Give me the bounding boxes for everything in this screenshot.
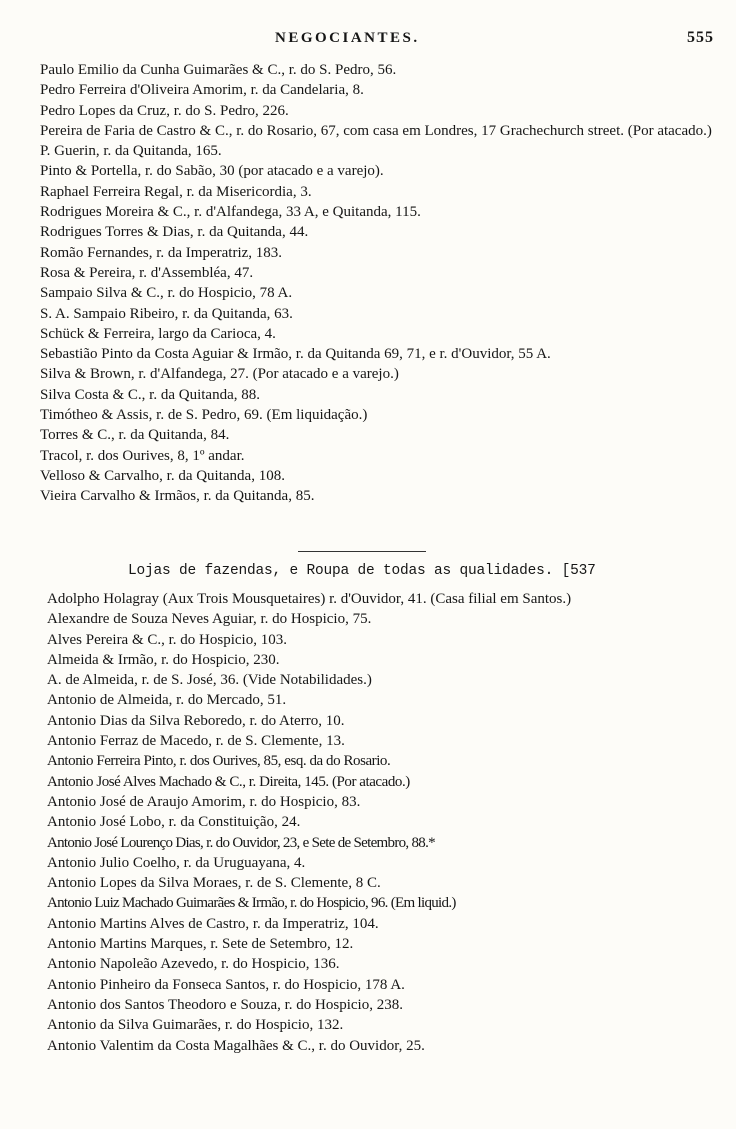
list-item: Antonio Martins Marques, r. Sete de Setembro, 12. <box>47 936 354 953</box>
list-item: Antonio Luiz Machado Guimarães & Irmão, r. do Hospicio, 96. (Em liquid.) <box>47 895 456 912</box>
list-item: Antonio José Lobo, r. da Constituição, 24. <box>47 814 301 831</box>
list-item: Timótheo & Assis, r. de S. Pedro, 69. (Em liquidação.) <box>40 407 368 424</box>
list-item: Antonio de Almeida, r. do Mercado, 51. <box>47 692 287 709</box>
list-item: Antonio Ferreira Pinto, r. dos Ourives, 85, esq. da do Rosario. <box>47 753 391 770</box>
list-item: Tracol, r. dos Ourives, 8, 1º andar. <box>40 447 245 464</box>
list-item: Rodrigues Torres & Dias, r. da Quitanda, 44. <box>40 224 309 241</box>
list-item: Antonio da Silva Guimarães, r. do Hospicio, 132. <box>47 1017 344 1034</box>
list-item: Sebastião Pinto da Costa Aguiar & Irmão, r. da Quitanda 69, 71, e r. d'Ouvidor, 55 A. <box>40 346 551 363</box>
list-item: Pedro Lopes da Cruz, r. do S. Pedro, 226. <box>40 102 289 119</box>
list-item: Antonio Valentim da Costa Magalhães & C., r. do Ouvidor, 25. <box>47 1037 425 1054</box>
list-item: Schück & Ferreira, largo da Carioca, 4. <box>40 325 276 342</box>
list-item: Rodrigues Moreira & C., r. d'Alfandega, 33 A, e Quitanda, 115. <box>40 204 421 221</box>
list-item: Alves Pereira & C., r. do Hospicio, 103. <box>47 631 287 648</box>
merchant-list <box>40 60 712 507</box>
list-item: Antonio Napoleão Azevedo, r. do Hospicio, 136. <box>47 956 340 973</box>
list-item: Antonio Lopes da Silva Moraes, r. de S. Clemente, 8 C. <box>47 875 381 892</box>
list-item: Velloso & Carvalho, r. da Quitanda, 108. <box>40 467 285 484</box>
list-item: P. Guerin, r. da Quitanda, 165. <box>40 143 222 160</box>
list-item: Alexandre de Souza Neves Aguiar, r. do Hospicio, 75. <box>47 611 372 628</box>
list-item: Antonio Ferraz de Macedo, r. de S. Clemente, 13. <box>47 733 345 750</box>
list-item: Pereira de Faria de Castro & C., r. do Rosario, 67, com casa em Londres, 17 Grachechurch street. (Por atacado.) <box>40 122 712 139</box>
list-item: Silva Costa & C., r. da Quitanda, 88. <box>40 386 260 403</box>
list-item: Antonio Martins Alves de Castro, r. da Imperatriz, 104. <box>47 915 379 932</box>
list-item: Antonio José Alves Machado & C., r. Direita, 145. (Por atacado.) <box>47 773 410 790</box>
list-item: Rosa & Pereira, r. d'Assembléa, 47. <box>40 264 254 281</box>
list-item: Antonio José Lourenço Dias, r. do Ouvidor, 23, e Sete de Setembro, 88.* <box>47 834 435 851</box>
list-item: Torres & C., r. da Quitanda, 84. <box>40 427 230 444</box>
section-divider <box>298 551 426 552</box>
list-item: Antonio José de Araujo Amorim, r. do Hospicio, 83. <box>47 793 361 810</box>
section-heading: Lojas de fazendas, e Roupa de todas as qualidades. [537 <box>128 563 596 579</box>
list-item: Sampaio Silva & C., r. do Hospicio, 78 A. <box>40 285 293 302</box>
page-title: NEGOCIANTES. <box>275 30 420 46</box>
list-item: S. A. Sampaio Ribeiro, r. da Quitanda, 63. <box>40 305 293 322</box>
list-item: Antonio dos Santos Theodoro e Souza, r. do Hospicio, 238. <box>47 996 403 1013</box>
list-item: Antonio Pinheiro da Fonseca Santos, r. do Hospicio, 178 A. <box>47 976 405 993</box>
page-number: 555 <box>687 29 714 46</box>
list-item: Pedro Ferreira d'Oliveira Amorim, r. da Candelaria, 8. <box>40 82 364 99</box>
list-item: Paulo Emilio da Cunha Guimarães & C., r. do S. Pedro, 56. <box>40 62 397 78</box>
list-item: Silva & Brown, r. d'Alfandega, 27. (Por atacado e a varejo.) <box>40 366 399 383</box>
list-item: Adolpho Holagray (Aux Trois Mousquetaires) r. d'Ouvidor, 41. (Casa filial em Santos.) <box>47 591 572 607</box>
list-item: Almeida & Irmão, r. do Hospicio, 230. <box>47 651 280 668</box>
list-item: Antonio Julio Coelho, r. da Uruguayana, 4. <box>47 854 306 871</box>
list-item: Vieira Carvalho & Irmãos, r. da Quitanda, 85. <box>40 488 315 505</box>
list-item: A. de Almeida, r. de S. José, 36. (Vide Notabilidades.) <box>47 672 372 689</box>
list-item: Romão Fernandes, r. da Imperatriz, 183. <box>40 244 283 261</box>
list-item: Antonio Dias da Silva Reboredo, r. do Aterro, 10. <box>47 712 345 729</box>
running-head <box>0 30 736 52</box>
list-item: Raphael Ferreira Regal, r. da Misericordia, 3. <box>40 183 312 200</box>
shop-list <box>47 589 717 1056</box>
list-item: Pinto & Portella, r. do Sabão, 30 (por atacado e a varejo). <box>40 163 384 180</box>
